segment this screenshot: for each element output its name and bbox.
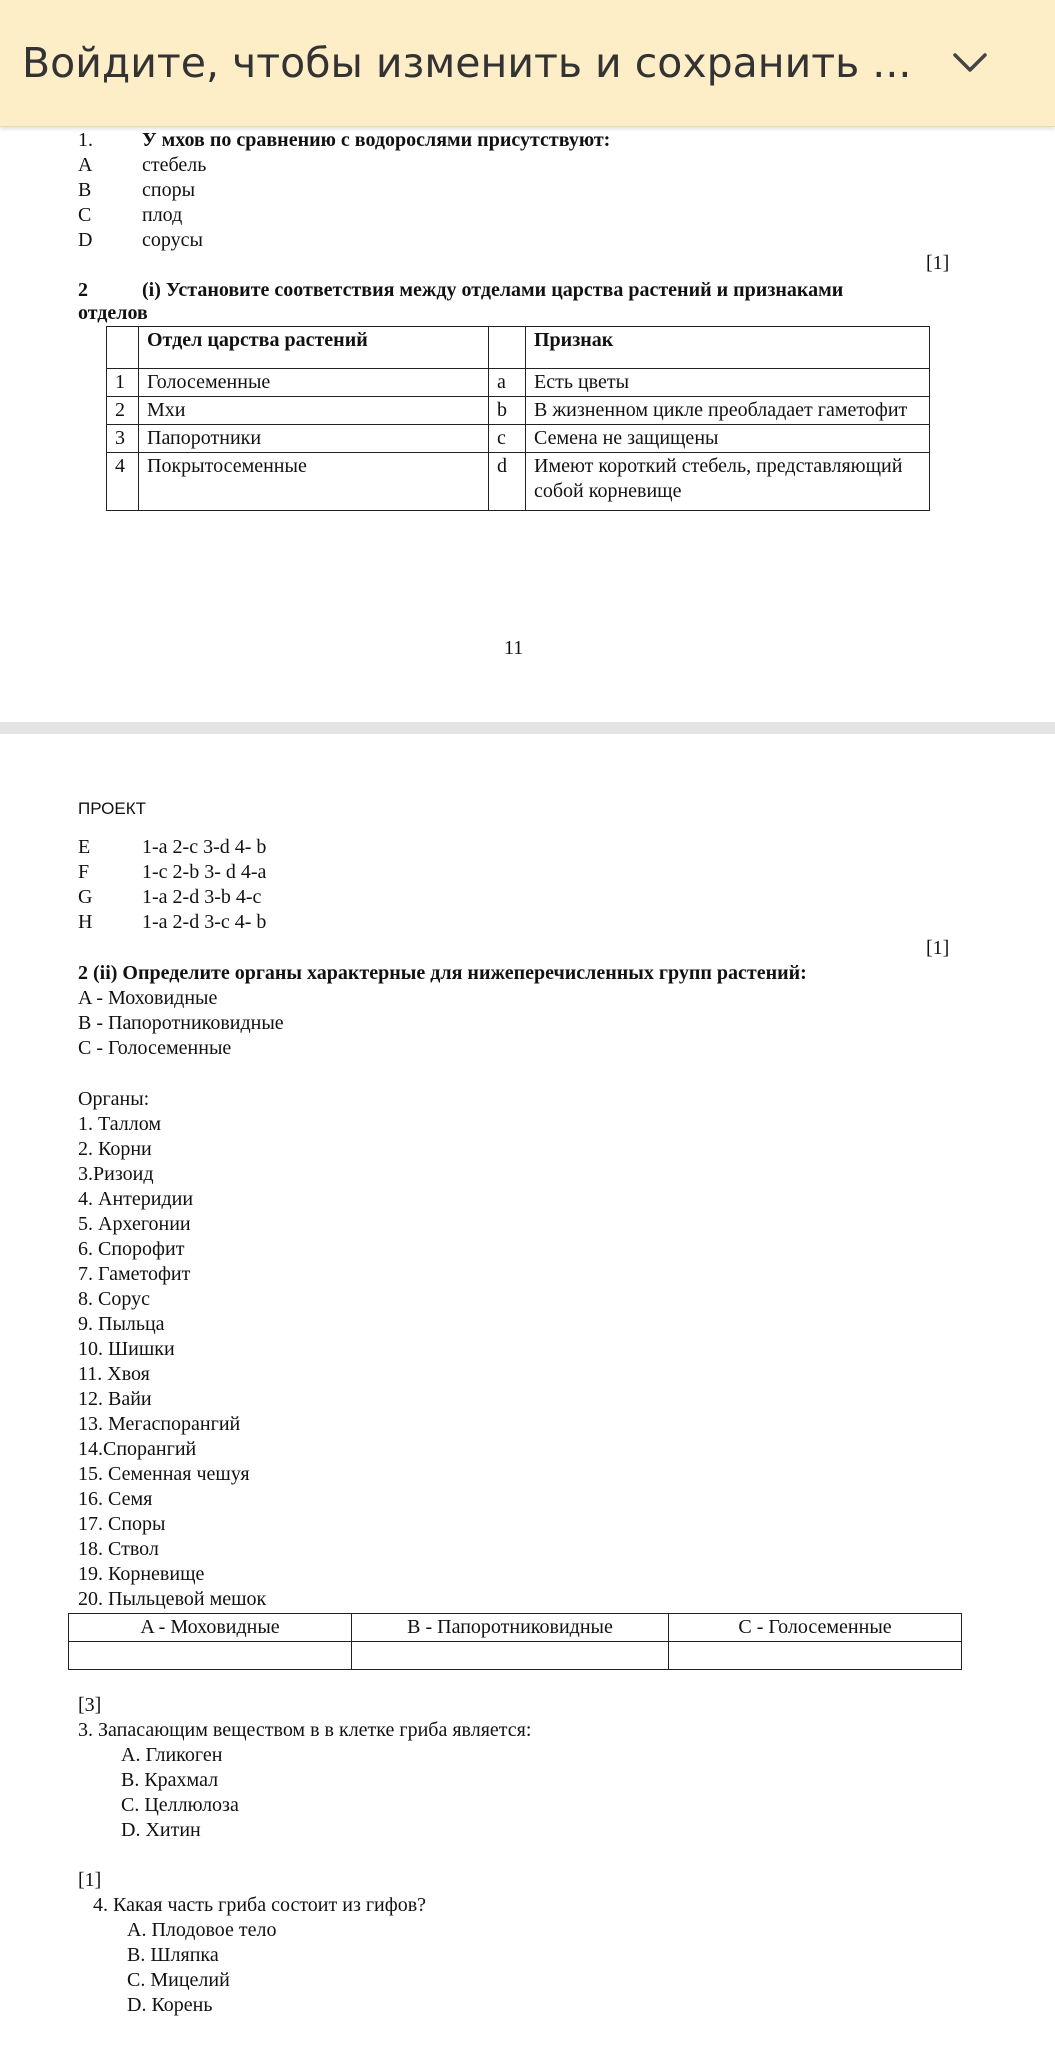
- organs-label: Органы:: [78, 1088, 150, 1110]
- organ-item: 4. Антеридии: [78, 1188, 194, 1210]
- organ-item: 12. Вайи: [78, 1388, 152, 1410]
- table-row: [107, 327, 930, 369]
- q1-option: D сорусы: [78, 229, 203, 251]
- q2-answer-option: G 1-a 2-d 3-b 4-c: [78, 886, 262, 908]
- q2-answer-option: H 1-a 2-d 3-c 4- b: [78, 911, 267, 933]
- question-1-title: 1. У мхов по сравнению с водорослями присутствуют:: [78, 129, 611, 151]
- organ-item: 17. Споры: [78, 1513, 166, 1535]
- table-row: 4 Покрытосеменные d Имеют короткий стебель, представляющий собой корневище: [107, 453, 930, 511]
- question-4-title: 4. Какая часть гриба состоит из гифов?: [93, 1894, 427, 1916]
- document-page-12: [0, 734, 1055, 2048]
- q4-option: A. Плодовое тело: [127, 1919, 277, 1941]
- organ-item: 7. Гаметофит: [78, 1263, 191, 1285]
- organ-item: 15. Семенная чешуя: [78, 1463, 250, 1485]
- q2-mark: [1]: [926, 937, 950, 959]
- group-item: A - Моховидные: [78, 987, 218, 1009]
- table-header-division: Отдел царства растений: [139, 327, 489, 369]
- answer-cell: [69, 1642, 352, 1670]
- q2-answer-option: F 1-c 2-b 3- d 4-a: [78, 861, 267, 883]
- organ-item: 8. Сорус: [78, 1288, 150, 1310]
- organ-item: 14.Спорангий: [78, 1438, 197, 1460]
- q4-option: B. Шляпка: [127, 1944, 219, 1966]
- q3-option: C. Целлюлоза: [121, 1794, 239, 1816]
- q3-option: A. Гликоген: [121, 1744, 223, 1766]
- table-row: 1 Голосеменные a Есть цветы: [107, 369, 930, 397]
- q2ii-mark: [3]: [78, 1694, 102, 1716]
- table-header: A - Моховидные: [69, 1614, 352, 1642]
- table-row: 2 Мхи b В жизненном цикле преобладает гаметофит: [107, 397, 930, 425]
- q1-mark: [1]: [926, 252, 950, 274]
- q1-option: B споры: [78, 179, 196, 201]
- question-2-title-cont: отделов: [78, 302, 148, 324]
- groups-answer-table: [68, 1613, 962, 1670]
- answer-cell: [352, 1642, 669, 1670]
- answer-cell: [669, 1642, 962, 1670]
- page-divider: [0, 722, 1055, 734]
- organ-item: 3.Ризоид: [78, 1163, 154, 1185]
- organ-item: 19. Корневище: [78, 1563, 205, 1585]
- q1-option: A стебель: [78, 154, 207, 176]
- table-header: C - Голосеменные: [669, 1614, 962, 1642]
- table-row: [69, 1642, 962, 1670]
- table-row: [69, 1614, 962, 1642]
- table-header: B - Папоротниковидные: [352, 1614, 669, 1642]
- question-3-title: 3. Запасающим веществом в в клетке гриба является:: [78, 1719, 532, 1741]
- table-row: 3 Папоротники c Семена не защищены: [107, 425, 930, 453]
- matching-table: [106, 326, 930, 511]
- q4-option: D. Корень: [127, 1994, 213, 2016]
- q3-option: B. Крахмал: [121, 1769, 219, 1791]
- organ-item: 13. Мегаспорангий: [78, 1413, 241, 1435]
- organ-item: 5. Архегонии: [78, 1213, 191, 1235]
- table-header-feature: Признак: [526, 327, 930, 369]
- sign-in-banner[interactable]: [0, 0, 1055, 127]
- q4-option: C. Мицелий: [127, 1969, 230, 1991]
- organ-item: 18. Ствол: [78, 1538, 159, 1560]
- question-2-title: 2 (i) Установите соответствия между отделами царства растений и признаками: [78, 279, 844, 301]
- q2-answer-option: E 1-a 2-c 3-d 4- b: [78, 836, 267, 858]
- organ-item: 16. Семя: [78, 1488, 153, 1510]
- banner-text: Войдите, чтобы изменить и сохранить ...: [22, 39, 912, 87]
- document-page-11: [0, 126, 1055, 722]
- page-header-project: ПРОЕКТ: [78, 799, 147, 818]
- organ-item: 1. Таллом: [78, 1113, 162, 1135]
- organ-item: 6. Спорофит: [78, 1238, 185, 1260]
- group-item: C - Голосеменные: [78, 1037, 232, 1059]
- q3-mark: [1]: [78, 1869, 102, 1891]
- organ-item: 9. Пыльца: [78, 1313, 165, 1335]
- organ-item: 20. Пыльцевой мешок: [78, 1588, 267, 1610]
- question-2ii-title: 2 (ii) Определите органы характерные для нижеперечисленных групп растений:: [78, 962, 807, 984]
- page-number: 11: [504, 637, 524, 659]
- organ-item: 2. Корни: [78, 1138, 152, 1160]
- q1-option: C плод: [78, 204, 183, 226]
- chevron-down-icon[interactable]: [947, 40, 993, 86]
- group-item: B - Папоротниковидные: [78, 1012, 284, 1034]
- organ-item: 10. Шишки: [78, 1338, 175, 1360]
- q3-option: D. Хитин: [121, 1819, 201, 1841]
- organ-item: 11. Хвоя: [78, 1363, 150, 1385]
